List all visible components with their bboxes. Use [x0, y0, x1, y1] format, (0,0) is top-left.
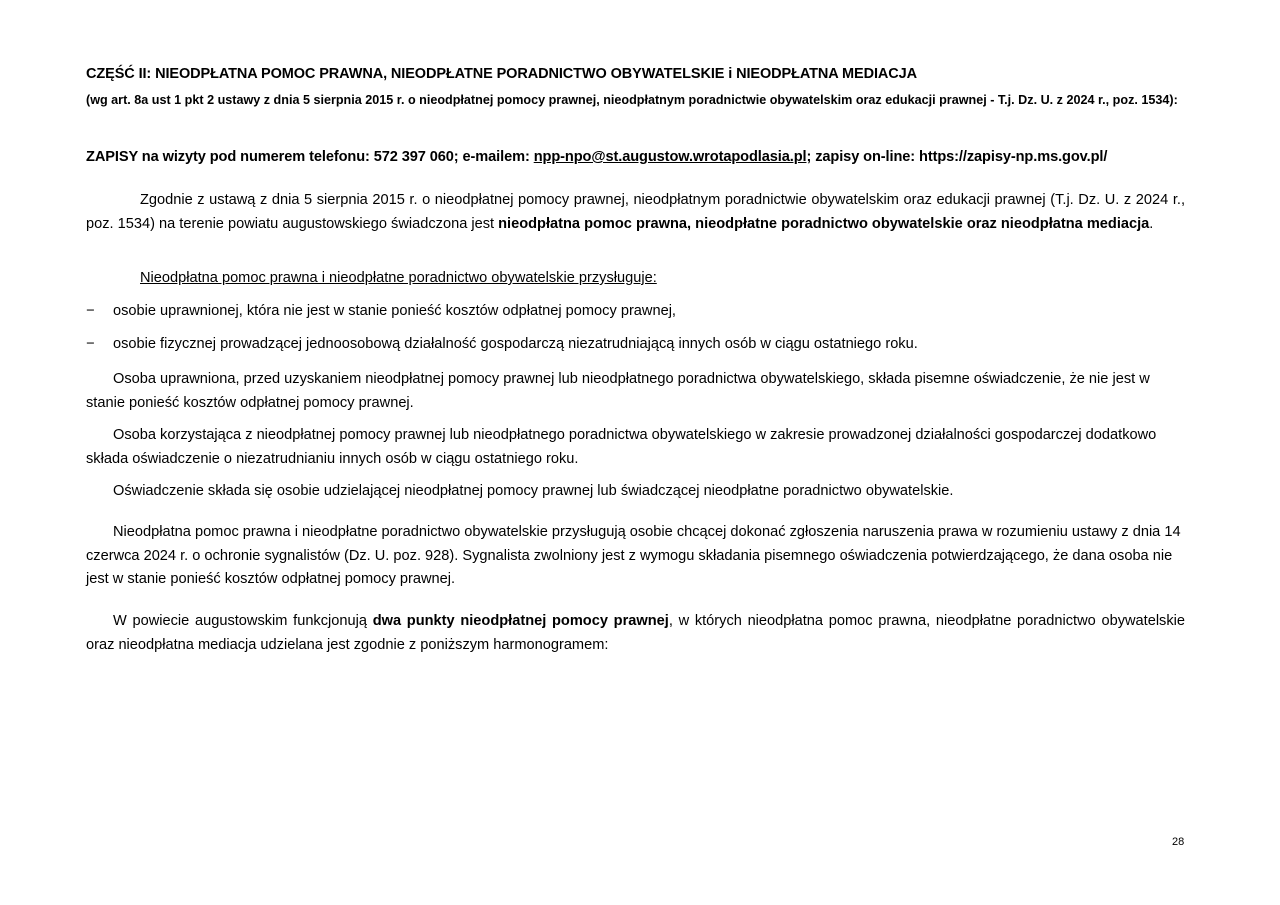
whistleblower-paragraph: Nieodpłatna pomoc prawna i nieodpłatne poradnictwo obywatelskie przysługują osobie chcącej dokonać zgłoszenia naruszenia prawa w rozumieniu ustawy z dnia 14 czerwca 2024 r. o ochronie sygnalistów (Dz. U. poz. 928). Sygnalista zwolniony jest z wymogu składania pisemnego oświadczenia potwierdzającego, że dana osoba nie jest w stanie ponieść kosztów odpłatnej pomocy prawnej.: [86, 524, 1181, 587]
dash-bullet-icon: −: [86, 303, 95, 319]
business-paragraph: Osoba korzystająca z nieodpłatnej pomocy prawnej lub nieodpłatnego poradnictwa obywatelskiego w zakresie prowadzonej działalności gospodarczej dodatkowo składa oświadczenie o niezatrudnianiu innych osób w ciągu ostatniego roku.: [86, 427, 1157, 467]
list-item-text: osobie fizycznej prowadzącej jednoosobową działalność gospodarczą niezatrudniającą innych osób w ciągu ostatniego roku.: [113, 336, 918, 352]
registration-suffix: ; zapisy on-line: https://zapisy-np.ms.gov.pl/: [806, 149, 1108, 165]
points-text-end: , w których nieodpłatna pomoc prawna, nieodpłatne poradnictwo obywatelskie oraz nieodpłatna mediacja udzielana jest zgodnie z poniższym harmonogramem:: [86, 613, 1186, 653]
registration-prefix: ZAPISY na wizyty pod numerem telefonu: 572 397 060; e-mailem:: [86, 149, 534, 165]
intro-paragraph: [86, 189, 1185, 236]
registration-email-link[interactable]: npp-npo@st.augustow.wrotapodlasia.pl: [533, 149, 807, 165]
registration-line: [86, 149, 1107, 165]
document-page: [86, 0, 1185, 905]
entitled-heading: Nieodpłatna pomoc prawna i nieodpłatne poradnictwo obywatelskie przysługuje:: [140, 270, 657, 286]
points-paragraph: [86, 610, 1185, 657]
submit-paragraph: Oświadczenie składa się osobie udzielającej nieodpłatnej pomocy prawnej lub świadczącej nieodpłatne poradnictwo obywatelskie.: [113, 483, 954, 499]
intro-bold-text: nieodpłatna pomoc prawna, nieodpłatne poradnictwo obywatelskie oraz nieodpłatna mediacja: [498, 215, 1150, 232]
dash-bullet-icon: −: [86, 336, 95, 352]
points-text: W powiecie augustowskim funkcjonują: [113, 613, 373, 629]
intro-text: Zgodnie z ustawą z dnia 5 sierpnia 2015 r. o nieodpłatnej pomocy prawnej, nieodpłatnym poradnictwie obywatelskim oraz edukacji prawnej (T.j. Dz. U. z 2024 r., poz. 1534) na terenie powiatu augustowskiego świadczona jest: [86, 192, 1185, 232]
page-number: 28: [1172, 836, 1185, 848]
part-title: CZĘŚĆ II: NIEODPŁATNA POMOC PRAWNA, NIEODPŁATNE PORADNICTWO OBYWATELSKIE i NIEODPŁATNA MEDIACJA: [86, 66, 917, 82]
points-bold-text: dwa punkty nieodpłatnej pomocy prawnej: [372, 613, 669, 629]
statement-paragraph: Osoba uprawniona, przed uzyskaniem nieodpłatnej pomocy prawnej lub nieodpłatnego poradnictwa obywatelskiego, składa pisemne oświadczenie, że nie jest w stanie ponieść kosztów odpłatnej pomocy prawnej.: [86, 371, 1150, 411]
part-subtitle: (wg art. 8a ust 1 pkt 2 ustawy z dnia 5 sierpnia 2015 r. o nieodpłatnej pomocy prawnej, nieodpłatnym poradnictwie obywatelskim oraz edukacji prawnej - T.j. Dz. U. z 2024 r., poz. 1534):: [86, 93, 1178, 107]
intro-text-end: .: [1149, 215, 1154, 232]
list-item-text: osobie uprawnionej, która nie jest w stanie ponieść kosztów odpłatnej pomocy prawnej,: [113, 303, 676, 319]
